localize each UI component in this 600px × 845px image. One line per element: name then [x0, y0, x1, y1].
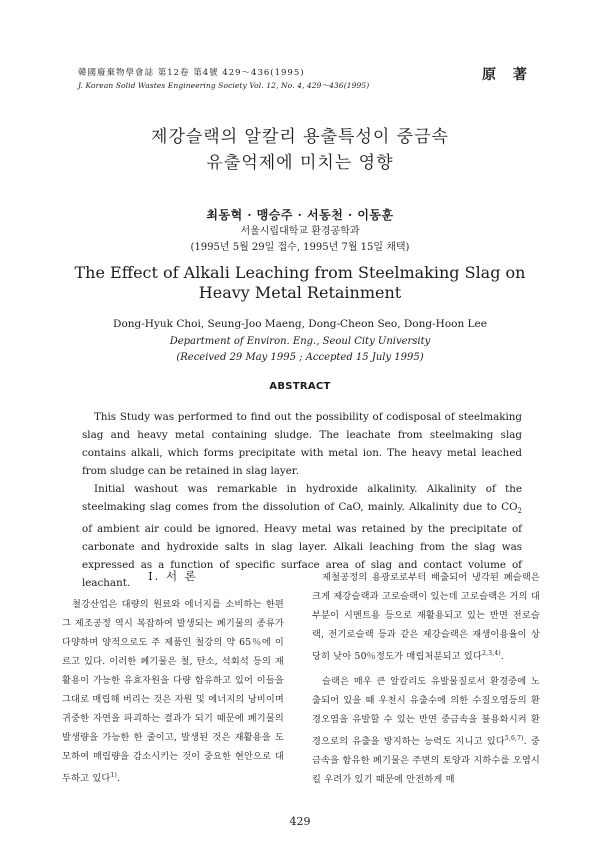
article-type-badge: 原 著	[482, 67, 533, 83]
abstract-body	[82, 408, 522, 592]
right-p2-text: 슬랙은 매우 큰 알칼리도 유발물질로서 환경중에 노출되어 있을 때 우천시 유출수에 의한 수질오염등의 환경오염을 유발할 수 있는 반면 중금속을 불용화시켜 환경으로의 유출을 방지하는 능력도 지니고 있다	[312, 676, 540, 748]
section-heading-introduction: Ⅰ. 서 론	[148, 569, 198, 583]
korean-title-line2: 유출억제에 미치는 영향	[206, 153, 394, 173]
reference-marker: 1)	[110, 772, 118, 779]
abstract-p2-text-a: Initial washout was remarkable in hydroxide alkalinity. Alkalinity of the steelmaking slag comes from the dissolution of CaO, mainly. Alkalinity due to CO	[82, 483, 522, 513]
journal-header-english: J. Korean Solid Wastes Engineering Society Vol. 12, No. 4, 429～436(1995)	[78, 81, 370, 90]
english-title-line1: The Effect of Alkali Leaching from Steelmaking Slag on	[74, 263, 526, 282]
reference-marker: 2,3,4)	[482, 650, 501, 657]
korean-affiliation: 서울시립대학교 환경공학과	[240, 226, 360, 237]
right-paragraph-2	[312, 672, 540, 789]
english-authors: Dong-Hyuk Choi, Seung-Joo Maeng, Dong-Cheon Seo, Dong-Hoon Lee	[113, 318, 487, 330]
english-title-line2: Heavy Metal Retainment	[198, 283, 402, 302]
korean-dates: (1995년 5월 29일 접수, 1995년 7월 15일 채택)	[190, 242, 410, 253]
journal-header-korean: 韓國廢棄物學會誌 第12卷 第4號 429～436(1995)	[78, 68, 305, 78]
left-paragraph-1	[62, 595, 284, 788]
page-number: 429	[289, 815, 311, 828]
left-p1-end: .	[117, 773, 121, 785]
right-paragraph-1	[312, 568, 540, 666]
right-column	[312, 568, 540, 789]
right-p1-end: .	[500, 651, 505, 663]
right-p1-text: 제철공정의 용광로로부터 배출되어 냉각된 폐슬랙은 크게 제강슬랙과 고로슬랙이 있는데 고로슬랙은 거의 대부분이 시멘트용 등으로 재활용되고 있는 반면 전로슬랙, 전기로슬랙 등과 같은 제강슬랙은 재생이용율이 상당히 낮아 50％정도가 매립처분되고 있다	[312, 572, 540, 663]
abstract-heading: ABSTRACT	[269, 381, 331, 392]
korean-authors: 최동혁 · 맹승주 · 서동천 · 이동훈	[206, 208, 394, 222]
reference-marker: 5,6,7)	[504, 735, 524, 743]
abstract-p2-text-b: of ambient air could be ignored. Heavy metal was retained by the precipitate of carbonate and hydroxide salts in slag layer. Alkali leaching from the slag was expressed as a function of specific surface area of slag and contact volume of leachant.	[82, 523, 522, 590]
abstract-paragraph-1: This Study was performed to find out the possibility of codisposal of steelmaking slag and heavy metal containing sludge. The leachate from steelmaking slag contains alkali, which forms precipitate with metal ion. The heavy metal leached from sludge can be retained in slag layer.	[82, 411, 522, 477]
left-column	[62, 595, 284, 788]
english-affiliation: Department of Environ. Eng., Seoul City University	[169, 336, 431, 347]
left-p1-text: 철강산업은 대량의 원료와 에너지를 소비하는 한편 그 제조공정 역시 복잡하여 발생되는 폐기물의 종류가 다양하며 양적으로도 주 제품인 철강의 약 65％에 이르고 있다. 이러한 폐기물은 철, 탄소, 석회석 등의 재활용이 가능한 유효자원을 다량 함유하고 있어 이들을 그대로 매립해 버리는 것은 자원 및 에너지의 낭비이며 귀중한 자연을 파괴하는 결과가 되기 때문에 폐기물의 발생량을 가능한 한 줄이고, 발생된 것은 재활용을 도모하여 매립량을 감소시키는 것이 중요한 현안으로 대두하고 있다	[62, 599, 284, 785]
korean-title-line1: 제강슬랙의 알칼리 용출특성이 중금속	[151, 127, 449, 147]
right-p2-end: . 중금속을 함유한 폐기물은 주변의 토양과 지하수를 오염시킬 우려가 있기 때문에 안전하게 매	[312, 736, 540, 786]
co2-subscript: 2	[517, 507, 522, 516]
english-dates: (Received 29 May 1995 ; Accepted 15 July 1995)	[176, 352, 424, 363]
